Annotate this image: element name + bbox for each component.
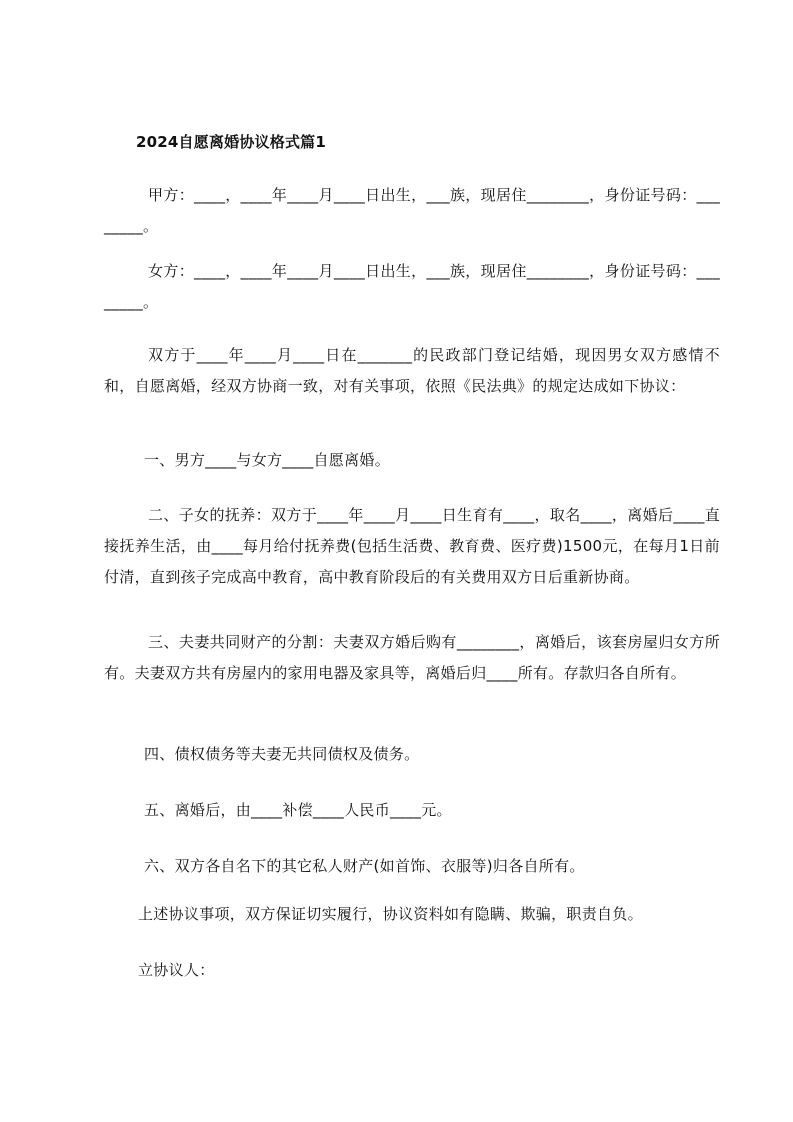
party-b-paragraph: 女方：____，____年____月____日出生，___族，现居住________，身份证号码：________。 xyxy=(104,262,720,311)
guarantee-paragraph: 上述协议事项，双方保证切实履行，协议资料如有隐瞒、欺骗，职责自负。 xyxy=(138,905,643,923)
clause-3-paragraph: 三、夫妻共同财产的分割：夫妻双方婚后购有________，离婚后，该套房屋归女方所有。夫妻双方共有房屋内的家用电器及家具等，离婚后归____所有。存款归各自所有。 xyxy=(104,633,720,682)
clause-1-paragraph: 一、男方____与女方____自愿离婚。 xyxy=(144,451,391,469)
clause-6-paragraph: 六、双方各自名下的其它私人财产(如首饰、衣服等)归各自所有。 xyxy=(144,857,585,875)
clause-4-paragraph: 四、债权债务等夫妻无共同债权及债务。 xyxy=(144,745,420,763)
document-title: 2024自愿离婚协议格式篇1 xyxy=(136,133,326,151)
intro-paragraph: 双方于____年____月____日在_______的民政部门登记结婚，现因男女双方感情不和，自愿离婚，经双方协商一致，对有关事项，依照《民法典》的规定达成如下协议： xyxy=(104,346,720,395)
signatory-paragraph: 立协议人： xyxy=(138,961,215,979)
clause-5-paragraph: 五、离婚后，由____补偿____人民币____元。 xyxy=(144,801,452,819)
clause-2-paragraph: 二、子女的抚养：双方于____年____月____日生育有____，取名____，离婚后____直接抚养生活，由____每月给付抚养费(包括生活费、教育费、医疗费)1500元，在每月1日前付清，直到孩子完成高中教育，高中教育阶段后的有关费用双方日后重新协商。 xyxy=(104,506,720,586)
party-a-paragraph: 甲方：____，____年____月____日出生，___族，现居住________，身份证号码：________。 xyxy=(104,186,720,235)
